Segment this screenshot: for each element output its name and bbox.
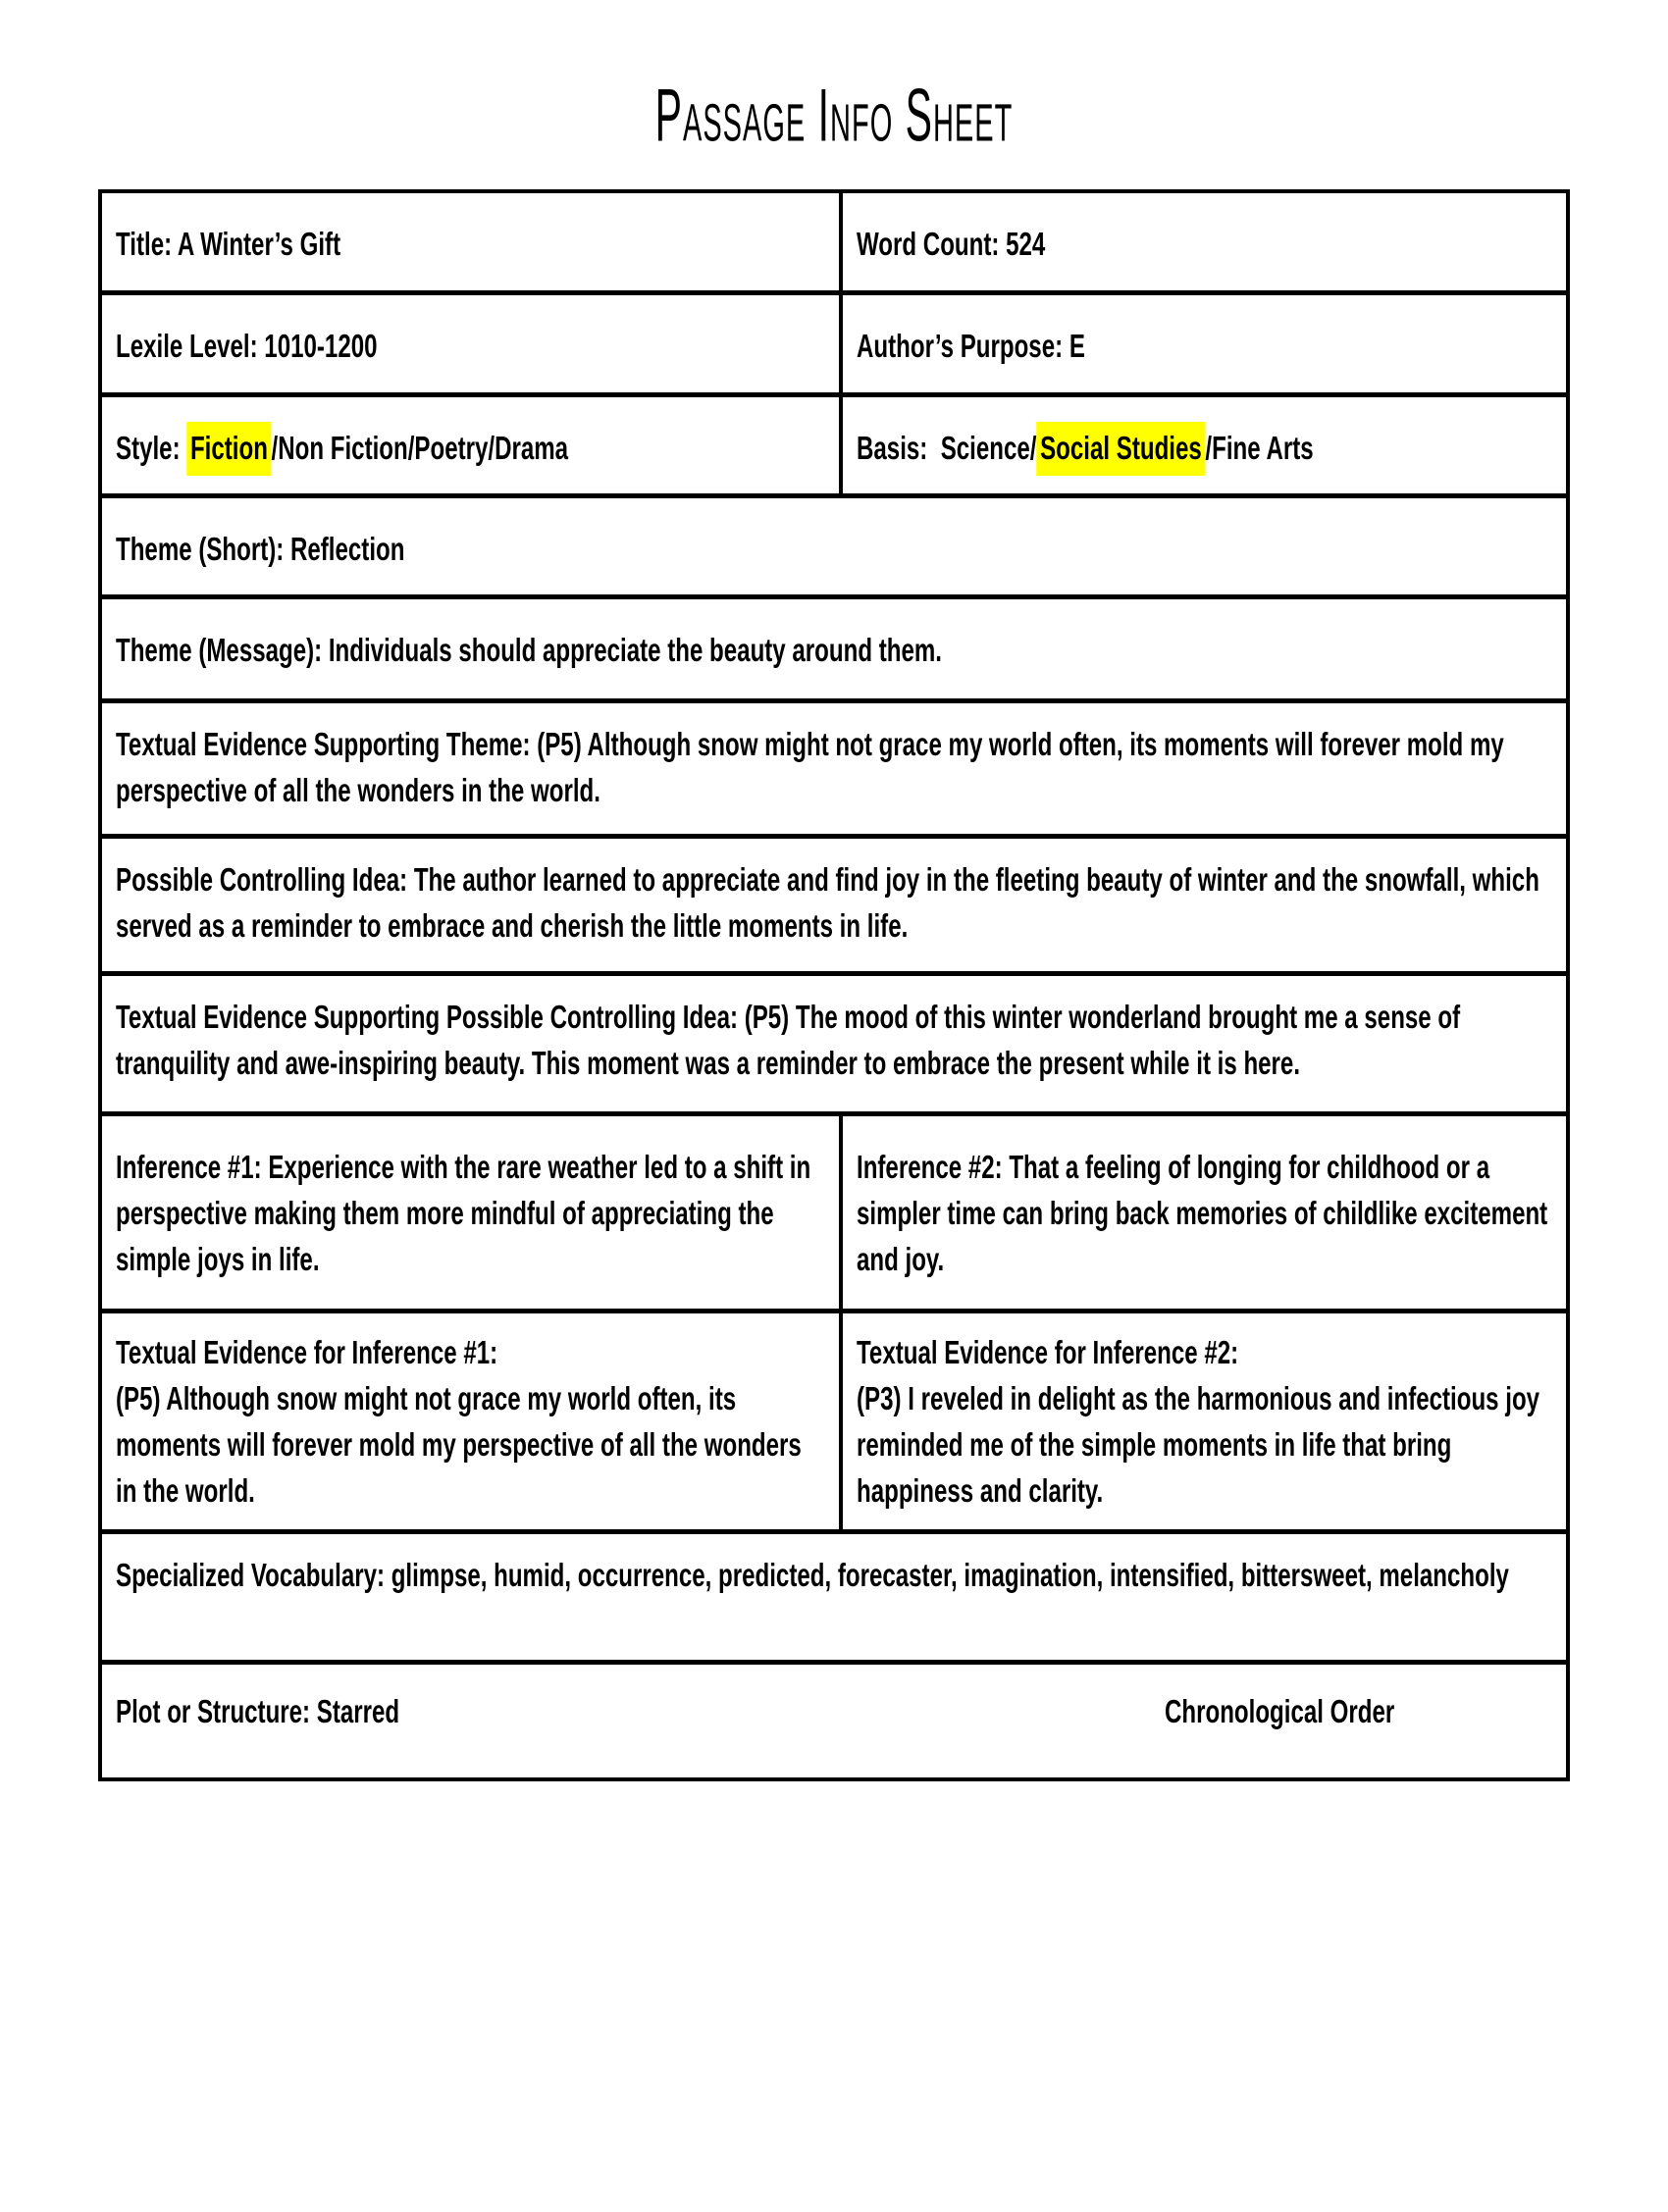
field-lexile-level	[102, 295, 839, 392]
page-title	[0, 54, 1668, 181]
row-evidence-theme	[102, 698, 1566, 834]
row-controlling-idea	[102, 834, 1566, 971]
evidence-inference-1-label: Textual Evidence for Inference #1:	[116, 1334, 498, 1370]
evidence-inference-1-body: (P5) Although snow might not grace my world often, its moments will forever mold my perspective of all the wonders in the world.	[116, 1380, 808, 1509]
field-inference-2-text: Inference #2: That a feeling of longing for childhood or a simpler time can bring back memories of childlike excitement and joy.	[857, 1149, 1554, 1277]
style-label: Style:	[116, 430, 187, 466]
field-theme-short	[102, 498, 1566, 594]
row-specialized-vocabulary	[102, 1529, 1566, 1660]
field-evidence-inference-2-text	[857, 1313, 1550, 1514]
field-style	[102, 397, 839, 493]
field-evidence-theme	[102, 703, 1566, 834]
field-inference-1	[102, 1116, 839, 1309]
field-theme-message	[102, 599, 1566, 698]
row-style-basis	[102, 392, 1566, 493]
row-evidence-inferences	[102, 1309, 1566, 1529]
field-evidence-inference-2	[839, 1313, 1566, 1529]
evidence-inference-2-label: Textual Evidence for Inference #2:	[857, 1334, 1239, 1370]
field-inference-2	[839, 1116, 1566, 1309]
row-inferences	[102, 1111, 1566, 1309]
basis-options: /Fine Arts	[1205, 430, 1314, 466]
basis-label: Basis: Science/	[857, 430, 1037, 466]
field-authors-purpose-text: Author’s Purpose: E	[857, 328, 1085, 364]
field-specialized-vocabulary	[102, 1534, 1566, 1660]
field-controlling-idea-text: Possible Controlling Idea: The author learned to appreciate and find joy in the fleeting beauty of winter and the snowfall, which served as a reminder to embrace and cherish the little moments in life.	[116, 861, 1546, 944]
field-authors-purpose	[839, 295, 1566, 392]
field-title-text: Title: A Winter’s Gift	[116, 226, 341, 262]
field-text-order: Chronological Order	[1165, 1693, 1395, 1729]
field-word-count-text: Word Count: 524	[857, 226, 1046, 262]
field-word-count	[839, 193, 1566, 290]
field-inference-1-text: Inference #1: Experience with the rare weather led to a shift in perspective making them more mindful of appreciating the simple joys in life.	[116, 1149, 817, 1277]
field-style-text	[116, 397, 823, 471]
row-evidence-controlling-idea	[102, 971, 1566, 1111]
field-specialized-vocabulary-text: Specialized Vocabulary: glimpse, humid, occurrence, predicted, forecaster, imagination, intensified, bittersweet, melancholy	[116, 1557, 1509, 1593]
page-title-text: Passage Info Sheet	[654, 73, 1014, 157]
field-theme-message-text: Theme (Message): Individuals should appreciate the beauty around them.	[116, 632, 942, 668]
row-plot-structure	[102, 1660, 1566, 1777]
field-evidence-theme-text: Textual Evidence Supporting Theme: (P5) Although snow might not grace my world often, its moments will forever mold my perspective of all the wonders in the world.	[116, 726, 1511, 808]
field-lexile-level-text: Lexile Level: 1010-1200	[116, 328, 378, 364]
basis-selected-highlight: Social Studies	[1036, 422, 1205, 476]
style-options: /Non Fiction/Poetry/Drama	[271, 430, 569, 466]
field-evidence-inference-1-text	[116, 1313, 823, 1514]
field-evidence-inference-1	[102, 1313, 839, 1529]
field-basis	[839, 397, 1566, 493]
passage-info-sheet-page	[0, 54, 1668, 1781]
field-controlling-idea	[102, 839, 1566, 971]
field-theme-short-text: Theme (Short): Reflection	[116, 531, 405, 567]
field-evidence-controlling-idea	[102, 976, 1566, 1111]
field-title	[102, 193, 839, 290]
row-lexile-purpose	[102, 290, 1566, 392]
field-plot-structure-text: Plot or Structure: Starred	[116, 1693, 400, 1729]
style-selected-highlight: Fiction	[186, 422, 271, 476]
row-theme-short	[102, 493, 1566, 594]
info-table	[98, 189, 1570, 1781]
field-plot-structure	[102, 1665, 1566, 1777]
evidence-inference-2-body: (P3) I reveled in delight as the harmonious and infectious joy reminded me of the simple moments in life that bring happiness and clarity.	[857, 1380, 1546, 1509]
row-theme-message	[102, 594, 1566, 698]
row-title-wordcount	[102, 193, 1566, 290]
field-evidence-controlling-idea-text: Textual Evidence Supporting Possible Controlling Idea: (P5) The mood of this winter wonderland brought me a sense of tranquility and awe-inspiring beauty. This moment was a reminder to embrace the present while it is here.	[116, 999, 1467, 1081]
field-basis-text	[857, 397, 1550, 471]
